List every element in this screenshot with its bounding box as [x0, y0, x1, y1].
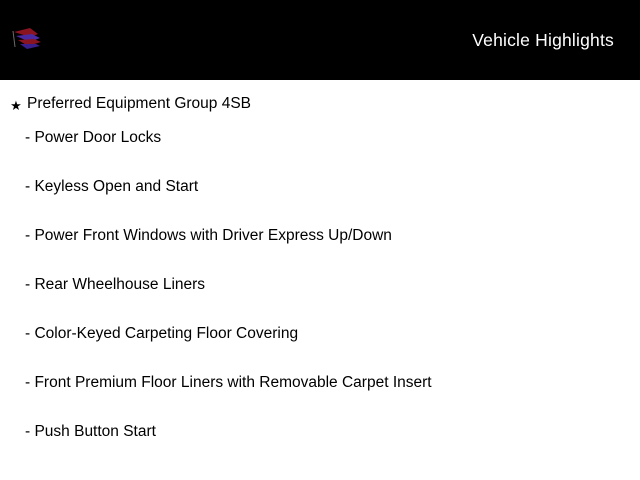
star-bullet-icon: ★ — [10, 98, 22, 113]
feature-list — [0, 128, 640, 471]
list-item: - Front Premium Floor Liners with Removable Carpet Insert — [25, 374, 432, 391]
list-item: - Power Front Windows with Driver Express Up/Down — [25, 227, 392, 244]
page-title: Vehicle Highlights — [472, 29, 614, 50]
list-item: - Power Door Locks — [25, 129, 162, 146]
equipment-group-label: Preferred Equipment Group 4SB — [27, 95, 252, 112]
page-header — [0, 0, 640, 80]
equipment-group-row — [0, 94, 640, 128]
highlights-content — [0, 80, 640, 471]
list-item: - Rear Wheelhouse Liners — [25, 276, 206, 293]
list-item: - Color-Keyed Carpeting Floor Covering — [25, 325, 299, 342]
list-item: - Keyless Open and Start — [25, 178, 199, 195]
manufacturer-logo-icon — [10, 20, 76, 60]
list-item: - Push Button Start — [25, 423, 156, 440]
